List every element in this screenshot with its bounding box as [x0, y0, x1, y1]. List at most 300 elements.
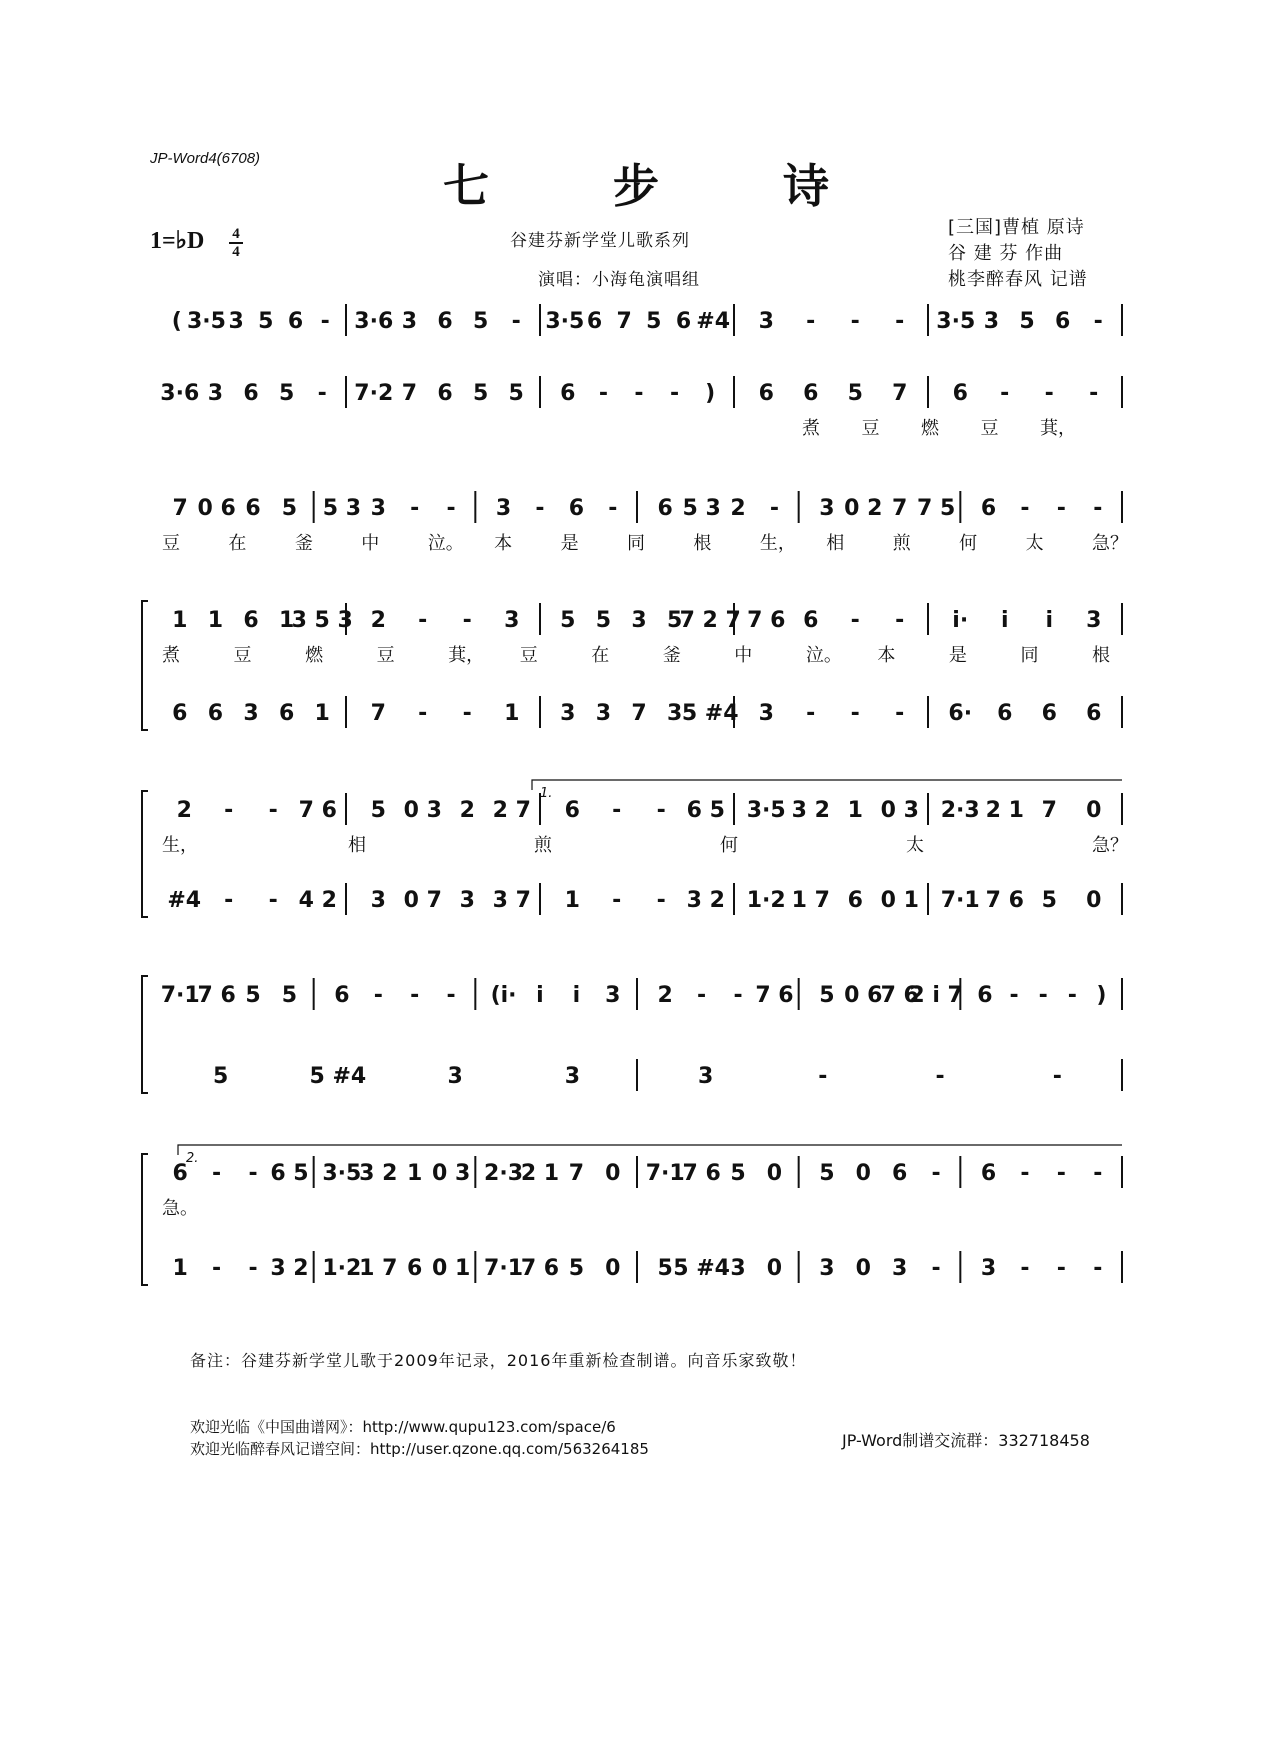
- score-note: 1·2: [746, 888, 786, 913]
- lyric-word: 太: [906, 835, 924, 856]
- score-note: ): [705, 381, 716, 406]
- score-note: 6: [437, 381, 453, 406]
- score-note: 5: [258, 309, 274, 334]
- score-note: 7·1: [484, 1256, 524, 1281]
- credit-poet: [三国]曹植 原诗: [948, 217, 1085, 238]
- footer-link-qzone[interactable]: 欢迎光临醉春风记谱空间：http://user.qzone.qq.com/563264185: [190, 1440, 649, 1458]
- score-note: 7: [631, 701, 647, 726]
- score-note: -: [1056, 1256, 1066, 1281]
- score-note: -: [317, 381, 327, 406]
- score-note: -: [612, 888, 622, 913]
- score-note: 1: [314, 701, 330, 726]
- score-note: 3: [504, 608, 520, 633]
- score-note: -: [268, 888, 278, 913]
- score-note: 6: [980, 496, 997, 521]
- score-note: 3: [459, 888, 475, 913]
- lyric-word: 何: [959, 533, 978, 554]
- score-note: 0 1: [431, 1256, 471, 1281]
- lyric-word: 同: [1020, 645, 1039, 666]
- score-note: 0 2: [844, 496, 883, 521]
- score-note: 5: [730, 1161, 746, 1186]
- score-note: -: [733, 983, 743, 1008]
- score-note: 0: [855, 1161, 871, 1186]
- score-note: 3: [1086, 608, 1102, 633]
- score-note: 3 2: [791, 798, 830, 823]
- score-note: 6: [334, 983, 350, 1008]
- score-note: 0 1: [880, 888, 919, 913]
- score-note: -: [1009, 983, 1019, 1008]
- score-note: 6: [803, 608, 819, 633]
- score-note: -: [931, 1161, 941, 1186]
- score-note: 2 1: [520, 1161, 560, 1186]
- score-note: 1: [504, 701, 520, 726]
- score-note: 6: [847, 888, 863, 913]
- score-note: -: [656, 888, 666, 913]
- score-note: 1·2: [322, 1256, 362, 1281]
- lyric-word: 豆: [980, 418, 999, 439]
- score-note: -: [418, 701, 428, 726]
- score-note: 5: [568, 1256, 585, 1281]
- score-note: 6: [586, 309, 603, 334]
- lyric-word: 太: [1025, 533, 1044, 554]
- score-note: -: [224, 798, 234, 823]
- score-note: 6: [952, 381, 968, 406]
- score-note: 6: [980, 1161, 997, 1186]
- score-note: 3 5 3: [291, 608, 353, 633]
- score-note: -: [410, 983, 420, 1008]
- score-note: -: [511, 309, 521, 334]
- score-note: #4: [696, 309, 731, 334]
- score-note: 1: [407, 1161, 423, 1186]
- score-note: 3: [243, 701, 259, 726]
- score-note: -: [895, 608, 905, 633]
- score-note: 5: [1041, 888, 1057, 913]
- score-note: -: [446, 983, 456, 1008]
- score-note: 6: [172, 701, 188, 726]
- score-note: -: [850, 309, 860, 334]
- score-note: 7: [370, 701, 386, 726]
- lyric-word: 何: [720, 835, 738, 856]
- score-note: -: [1056, 1161, 1066, 1186]
- system-bracket: [142, 601, 148, 730]
- time-signature-top: 4: [232, 226, 240, 242]
- score-note: 3: [819, 496, 835, 521]
- score-note: 5: [560, 608, 576, 633]
- score-note: -: [248, 1256, 258, 1281]
- score-note: 5: [847, 381, 863, 406]
- key-signature: 1=♭D: [150, 228, 205, 254]
- score-note: -: [895, 701, 905, 726]
- score-note: 7: [172, 496, 188, 521]
- lyric-word: 生，: [759, 533, 796, 554]
- score-note: 7·2: [354, 381, 394, 406]
- score-note: 5: [819, 1161, 835, 1186]
- score-note: 5: [472, 309, 489, 334]
- score-note: 6: [803, 381, 819, 406]
- score-note: 7 6: [880, 983, 919, 1008]
- score-note: 0 6: [197, 496, 236, 521]
- lyric-word: 豆: [162, 533, 180, 554]
- score-note: 0 3: [403, 798, 442, 823]
- score-note: -: [806, 309, 816, 334]
- score-note: -: [656, 798, 666, 823]
- score-note: -: [446, 496, 456, 521]
- score-note: 2 7: [492, 798, 531, 823]
- performer-label: 演唱：小海龟演唱组: [538, 270, 700, 290]
- score-note: 7: [401, 381, 418, 406]
- score-note: 3 7: [492, 888, 531, 913]
- score-note: -: [806, 701, 816, 726]
- score-note: 3: [697, 1064, 714, 1089]
- score-note: i: [536, 983, 544, 1008]
- score-note: 5: [281, 983, 298, 1008]
- score-note: 5: [657, 1256, 673, 1281]
- score-note: 7 6: [747, 608, 786, 633]
- score-note: 5 #4: [309, 1064, 367, 1089]
- system-bracket: [142, 1154, 148, 1285]
- score-note: 5: [212, 1064, 229, 1089]
- score-note: -: [697, 983, 707, 1008]
- score-note: 6: [1041, 701, 1057, 726]
- score-note: -: [1020, 1256, 1030, 1281]
- lyric-word: 煎: [534, 835, 552, 856]
- score-note: -: [320, 309, 330, 334]
- score-note: 6·: [948, 701, 973, 726]
- series-label: 谷建芬新学堂儿歌系列: [510, 231, 690, 251]
- lyric-word: 豆: [376, 645, 395, 666]
- score-note: 7 2 7: [679, 608, 741, 633]
- score-note: 6: [243, 608, 259, 633]
- score-note: 5: [1019, 309, 1035, 334]
- score-note: 7 6: [197, 983, 236, 1008]
- score-note: 7 6: [298, 798, 337, 823]
- score-note: 6: [675, 309, 692, 334]
- score-note: 5: [281, 496, 298, 521]
- score-note: 3 2: [686, 888, 725, 913]
- score-note: 3: [560, 701, 576, 726]
- volta-bracket-1: [532, 780, 1122, 790]
- score-note: 3·5: [322, 1161, 362, 1186]
- score-note: -: [931, 1256, 941, 1281]
- volta-label-2: 2.: [186, 1151, 199, 1166]
- score-note: ): [1096, 983, 1107, 1008]
- score-note: 3: [605, 983, 621, 1008]
- score-note: 2 1: [985, 798, 1024, 823]
- time-signature-bottom: 4: [232, 244, 240, 260]
- score-note: 2: [176, 798, 192, 823]
- score-note: 5 #4: [681, 701, 739, 726]
- footer-links: [190, 1416, 649, 1460]
- lyric-word: 本: [877, 645, 896, 666]
- score-note: 5: [646, 309, 662, 334]
- score-note: -: [634, 381, 644, 406]
- score-note: 3 2: [270, 1256, 309, 1281]
- score-note: 0 3: [431, 1161, 471, 1186]
- score-note: 5: [245, 983, 261, 1008]
- score-note: 2: [370, 608, 386, 633]
- score-note: 7: [1041, 798, 1057, 823]
- lyric-word: 豆: [861, 418, 880, 439]
- lyric-word: 煮: [802, 418, 820, 439]
- score-note: 3: [495, 496, 512, 521]
- score-note: i·: [952, 608, 969, 633]
- score-note: 2 i 7: [909, 983, 963, 1008]
- score-note: -: [462, 701, 472, 726]
- software-label: JP-Word4(6708): [150, 150, 261, 167]
- score-note: -: [462, 608, 472, 633]
- score-note: 7 6: [682, 1161, 721, 1186]
- volta-label-1: 1.: [540, 786, 553, 801]
- score-note: -: [608, 496, 618, 521]
- score-note: 1: [172, 1256, 188, 1281]
- score-note: 3: [401, 309, 418, 334]
- score-note: -: [1093, 1161, 1103, 1186]
- score-note: 3: [730, 1256, 746, 1281]
- score-note: 1: [564, 888, 580, 913]
- system-bracket: [142, 791, 148, 917]
- score-note: 6: [407, 1256, 423, 1281]
- score-note: #4: [167, 888, 202, 913]
- score-note: 0: [855, 1256, 871, 1281]
- lyric-word: 根: [1092, 645, 1110, 666]
- score-note: -: [895, 309, 905, 334]
- score-note: 5: [370, 798, 386, 823]
- score-note: -: [1020, 1161, 1030, 1186]
- score-note: (: [171, 309, 182, 334]
- score-note: -: [418, 608, 428, 633]
- score-note: i: [1000, 608, 1009, 633]
- score-note: 6: [892, 1161, 908, 1186]
- score-note: -: [1000, 381, 1010, 406]
- score-note: 6: [758, 381, 774, 406]
- lyric-word: 泣。: [427, 533, 464, 554]
- score-note: 3 2: [359, 1161, 398, 1186]
- lyric-word: 煎: [892, 533, 911, 554]
- system-bracket: [142, 976, 148, 1093]
- score-note: 0: [605, 1161, 621, 1186]
- lyric-word: 急？: [1092, 835, 1128, 856]
- score-note: -: [1038, 983, 1048, 1008]
- score-note: -: [248, 1161, 258, 1186]
- score-note: 6: [997, 701, 1013, 726]
- score-note: 7: [892, 496, 908, 521]
- score-note: -: [268, 798, 278, 823]
- score-note: -: [935, 1064, 945, 1089]
- lyric-word: 中: [734, 645, 753, 666]
- score-note: 7 5: [916, 496, 956, 521]
- lyric-word: 急。: [162, 1198, 198, 1219]
- score-note: 2·3: [940, 798, 980, 823]
- score-note: 6: [172, 1161, 188, 1186]
- score-note: 3·5: [746, 798, 786, 823]
- score-note: 6: [977, 983, 993, 1008]
- score-note: 5 3: [682, 496, 721, 521]
- score-note: -: [1044, 381, 1054, 406]
- score-note: -: [410, 496, 420, 521]
- score-note: 0: [605, 1256, 621, 1281]
- score-note: -: [212, 1256, 222, 1281]
- remark-text: 备注：谷建芬新学堂儿歌于2009年记录，2016年重新检查制谱。向音乐家致敬！: [190, 1351, 807, 1370]
- score-note: 6 5: [686, 798, 725, 823]
- score-note: 1: [172, 608, 188, 633]
- score-note: 7 6: [755, 983, 794, 1008]
- score-note: 6: [207, 701, 224, 726]
- score-note: 7: [616, 309, 632, 334]
- score-note: -: [1056, 496, 1066, 521]
- page-title: 七 步 诗: [442, 159, 884, 213]
- score-note: 3: [370, 888, 386, 913]
- score-note: 0: [766, 1256, 783, 1281]
- score-note: 0 7: [403, 888, 442, 913]
- lyric-word: 在: [591, 645, 610, 666]
- score-note: 3: [758, 309, 774, 334]
- score-note: 3: [666, 701, 683, 726]
- score-note: 6: [278, 701, 295, 726]
- score-note: 3: [207, 381, 224, 406]
- score-note: 1 7: [791, 888, 830, 913]
- score-note: 1 7: [359, 1256, 398, 1281]
- score-note: 7·1: [645, 1161, 685, 1186]
- score-note: 3·5: [187, 309, 226, 334]
- score-note: 3: [370, 496, 386, 521]
- score-note: 5 3: [322, 496, 362, 521]
- score-note: 6: [564, 798, 580, 823]
- lyric-word: 燃: [921, 418, 939, 439]
- score-note: 3·5: [545, 309, 585, 334]
- lyric-word: 萁，: [448, 645, 485, 666]
- lyric-word: 是: [948, 645, 967, 666]
- score-note: 3: [564, 1064, 581, 1089]
- score-note: -: [598, 381, 608, 406]
- score-note: (i·: [490, 983, 517, 1008]
- score-note: 6: [568, 496, 585, 521]
- score-note: 1: [278, 608, 295, 633]
- score-note: 1: [847, 798, 863, 823]
- score-note: -: [1052, 1064, 1062, 1089]
- lyric-word: 相: [348, 835, 366, 856]
- score-note: 7·1: [940, 888, 980, 913]
- score-note: 7·1: [160, 983, 200, 1008]
- score-note: 7 6: [520, 1256, 560, 1281]
- score-note: 0: [1086, 798, 1102, 823]
- score-note: 2·3: [484, 1161, 524, 1186]
- score-note: 3: [819, 1256, 835, 1281]
- lyric-word: 相: [826, 533, 845, 554]
- score-note: 6: [243, 381, 259, 406]
- footer-group: JP-Word制谱交流群：332718458: [842, 1431, 1090, 1450]
- score-note: 5: [278, 381, 295, 406]
- score-note: -: [769, 496, 780, 521]
- score-note: -: [1067, 983, 1077, 1008]
- lyric-word: 泣。: [805, 645, 842, 666]
- score-note: -: [535, 496, 545, 521]
- score-note: -: [850, 608, 860, 633]
- score-note: 2: [657, 983, 673, 1008]
- score-note: 7: [568, 1161, 585, 1186]
- score-note: -: [818, 1064, 828, 1089]
- score-note: -: [612, 798, 622, 823]
- score-note: -: [224, 888, 234, 913]
- lyric-word: 中: [361, 533, 380, 554]
- lyric-word: 本: [494, 533, 513, 554]
- lyric-word: 是: [560, 533, 579, 554]
- score-note: 3·6: [160, 381, 200, 406]
- score-note: 1: [207, 608, 224, 633]
- score-note: 3: [983, 309, 1000, 334]
- score-note: i: [572, 983, 581, 1008]
- score-note: 3: [892, 1256, 908, 1281]
- score-note: 3: [631, 608, 647, 633]
- score-note: -: [212, 1161, 222, 1186]
- score-note: 3·6: [354, 309, 394, 334]
- score-note: -: [373, 983, 383, 1008]
- score-note: 6: [1086, 701, 1102, 726]
- lyric-word: 豆: [233, 645, 252, 666]
- score-note: 6: [245, 496, 261, 521]
- score-note: 6: [287, 309, 304, 334]
- lyric-word: 萁，: [1040, 418, 1076, 439]
- score-note: 6 5: [270, 1161, 309, 1186]
- score-note: 5 #4: [673, 1256, 730, 1281]
- score-note: 5: [595, 608, 612, 633]
- score-note: 3: [595, 701, 612, 726]
- lyric-word: 急？: [1092, 533, 1128, 554]
- score-note: -: [1093, 496, 1103, 521]
- credit-transcriber: 桃李醉春风 记谱: [948, 269, 1088, 290]
- footer-link-qupu[interactable]: 欢迎光临《中国曲谱网》：http://www.qupu123.com/space/6: [190, 1418, 616, 1436]
- score-note: 6: [437, 309, 453, 334]
- volta-bracket-2: [178, 1145, 1122, 1155]
- score-note: 3·5: [936, 309, 976, 334]
- score-note: 5: [472, 381, 489, 406]
- lyric-word: 燃: [305, 645, 324, 666]
- score-note: -: [850, 701, 860, 726]
- score-note: 2: [730, 496, 746, 521]
- score-note: 6: [1054, 309, 1071, 334]
- lyric-word: 釜: [662, 645, 681, 666]
- score-note: 0 3: [880, 798, 919, 823]
- lyric-word: 同: [627, 533, 645, 554]
- score-note: 3: [228, 309, 244, 334]
- score-note: -: [670, 381, 680, 406]
- score-note: 6: [560, 381, 576, 406]
- score-note: 3: [758, 701, 774, 726]
- lyric-word: 生，: [162, 835, 198, 856]
- score-note: -: [1089, 381, 1099, 406]
- score-note: 5: [666, 608, 683, 633]
- score-note: 5: [819, 983, 835, 1008]
- score-note: 3: [447, 1064, 463, 1089]
- score-note: 0: [1086, 888, 1102, 913]
- score-note: 0 6: [844, 983, 883, 1008]
- score-note: 3: [980, 1256, 997, 1281]
- lyric-word: 根: [693, 533, 712, 554]
- lyric-word: 煮: [162, 645, 180, 666]
- score-note: 2: [459, 798, 475, 823]
- score-note: 7: [892, 381, 908, 406]
- lyric-word: 釜: [294, 533, 313, 554]
- score-note: 4 2: [298, 888, 337, 913]
- lyric-word: 在: [228, 533, 247, 554]
- score-note: i: [1045, 608, 1054, 633]
- score-note: 5: [508, 381, 524, 406]
- score-note: 7 6: [985, 888, 1024, 913]
- lyric-word: 豆: [519, 645, 538, 666]
- score-note: 6: [657, 496, 673, 521]
- score-note: -: [1093, 1256, 1103, 1281]
- score-note: -: [1020, 496, 1030, 521]
- score-note: -: [1093, 309, 1103, 334]
